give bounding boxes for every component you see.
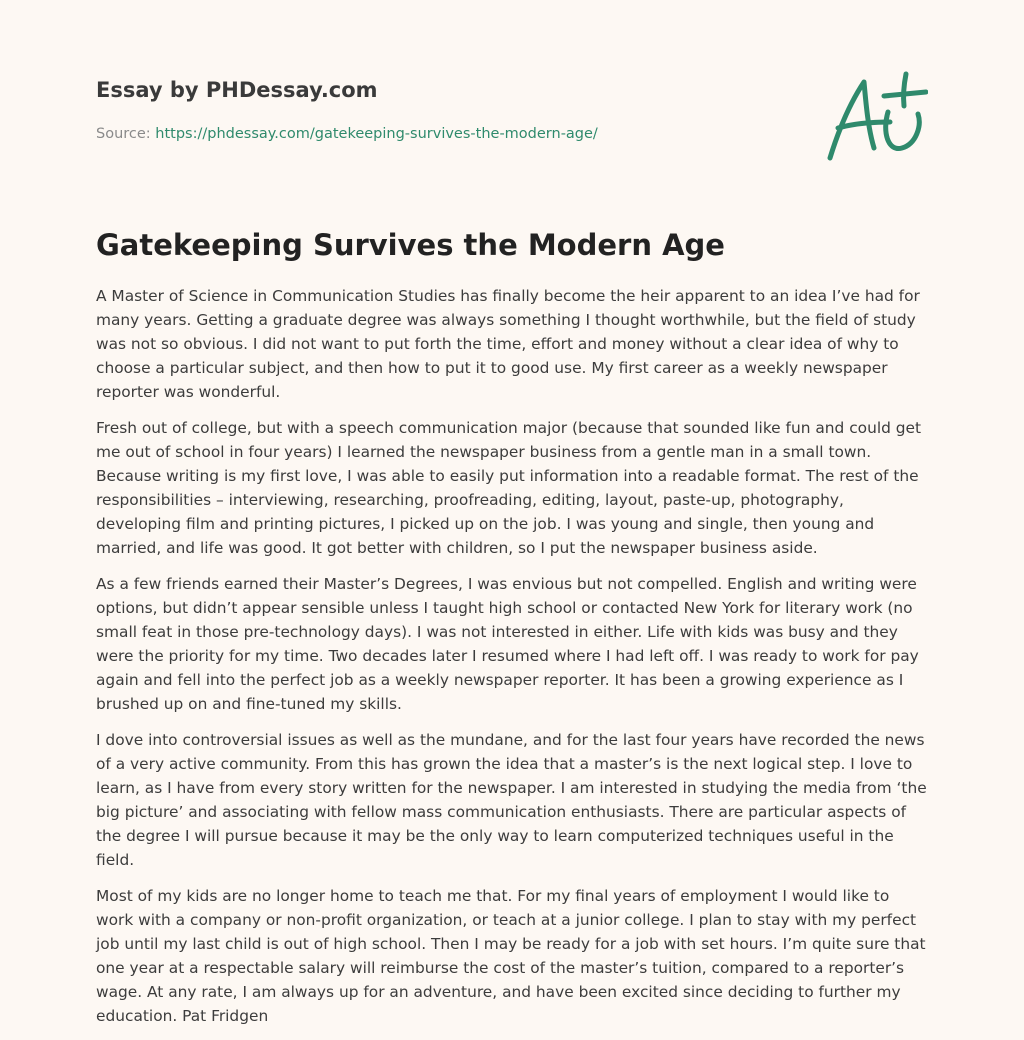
- essay-header: [96, 76, 928, 176]
- essay-paragraph: A Master of Science in Communication Studies has finally become the heir apparent to an idea I’ve had for many years. Getting a graduate degree was always something I thought worthwhile, but the field of study was not so obvious. I did not want to put forth the time, effort and money without a clear idea of why to choose a particular subject, and then how to put it to good use. My first career as a weekly newspaper reporter was wonderful.: [96, 287, 920, 401]
- brand-title: Essay by PHDessay.com: [96, 78, 378, 102]
- essay-paragraph: I dove into controversial issues as well as the mundane, and for the last four years have recorded the news of a very active community. From this has grown the idea that a master’s is the next logical step. I love to learn, as I have from every story written for the newspaper. I am interested in studying the media from ‘the big picture’ and associating with fellow mass communication enthusiasts. There are particular aspects of the degree I will pursue because it may be the only way to learn computerized techniques useful in the field.: [96, 731, 927, 869]
- source-link[interactable]: https://phdessay.com/gatekeeping-survives-the-modern-age/: [155, 126, 598, 142]
- essay-paragraph: Most of my kids are no longer home to teach me that. For my final years of employment I would like to work with a company or non-profit organization, or teach at a junior college. I plan to stay with my perfect job until my last child is out of high school. Then I may be ready for a job with set hours. I’m quite sure that one year at a respectable salary will reimburse the cost of the master’s tuition, compared to a reporter’s wage. At any rate, I am always up for an adventure, and have been excited since deciding to further my education. Pat Fridgen: [96, 887, 926, 1025]
- a-plus-grade-icon: [824, 70, 928, 166]
- essay-paragraph: As a few friends earned their Master’s Degrees, I was envious but not compelled. English and writing were options, but didn’t appear sensible unless I taught high school or contacted New York for literary work (no small feat in those pre-technology days). I was not interested in either. Life with kids was busy and they were the priority for my time. Two decades later I resumed where I had left off. I was ready to work for pay again and fell into the perfect job as a weekly newspaper reporter. It has been a growing experience as I brushed up on and fine-tuned my skills.: [96, 575, 919, 713]
- essay-title: Gatekeeping Survives the Modern Age: [96, 228, 725, 262]
- essay-body: [96, 284, 928, 1040]
- source-line: [96, 124, 598, 144]
- source-label: Source:: [96, 126, 151, 142]
- essay-paragraph: Fresh out of college, but with a speech communication major (because that sounded like fun and could get me out of school in four years) I learned the newspaper business from a gentle man in a small town. Because writing is my first love, I was able to easily put information into a readable format. The rest of the responsibilities – interviewing, researching, proofreading, editing, layout, paste-up, photography, developing film and printing pictures, I picked up on the job. I was young and single, then young and married, and life was good. It got better with children, so I put the newspaper business aside.: [96, 419, 922, 557]
